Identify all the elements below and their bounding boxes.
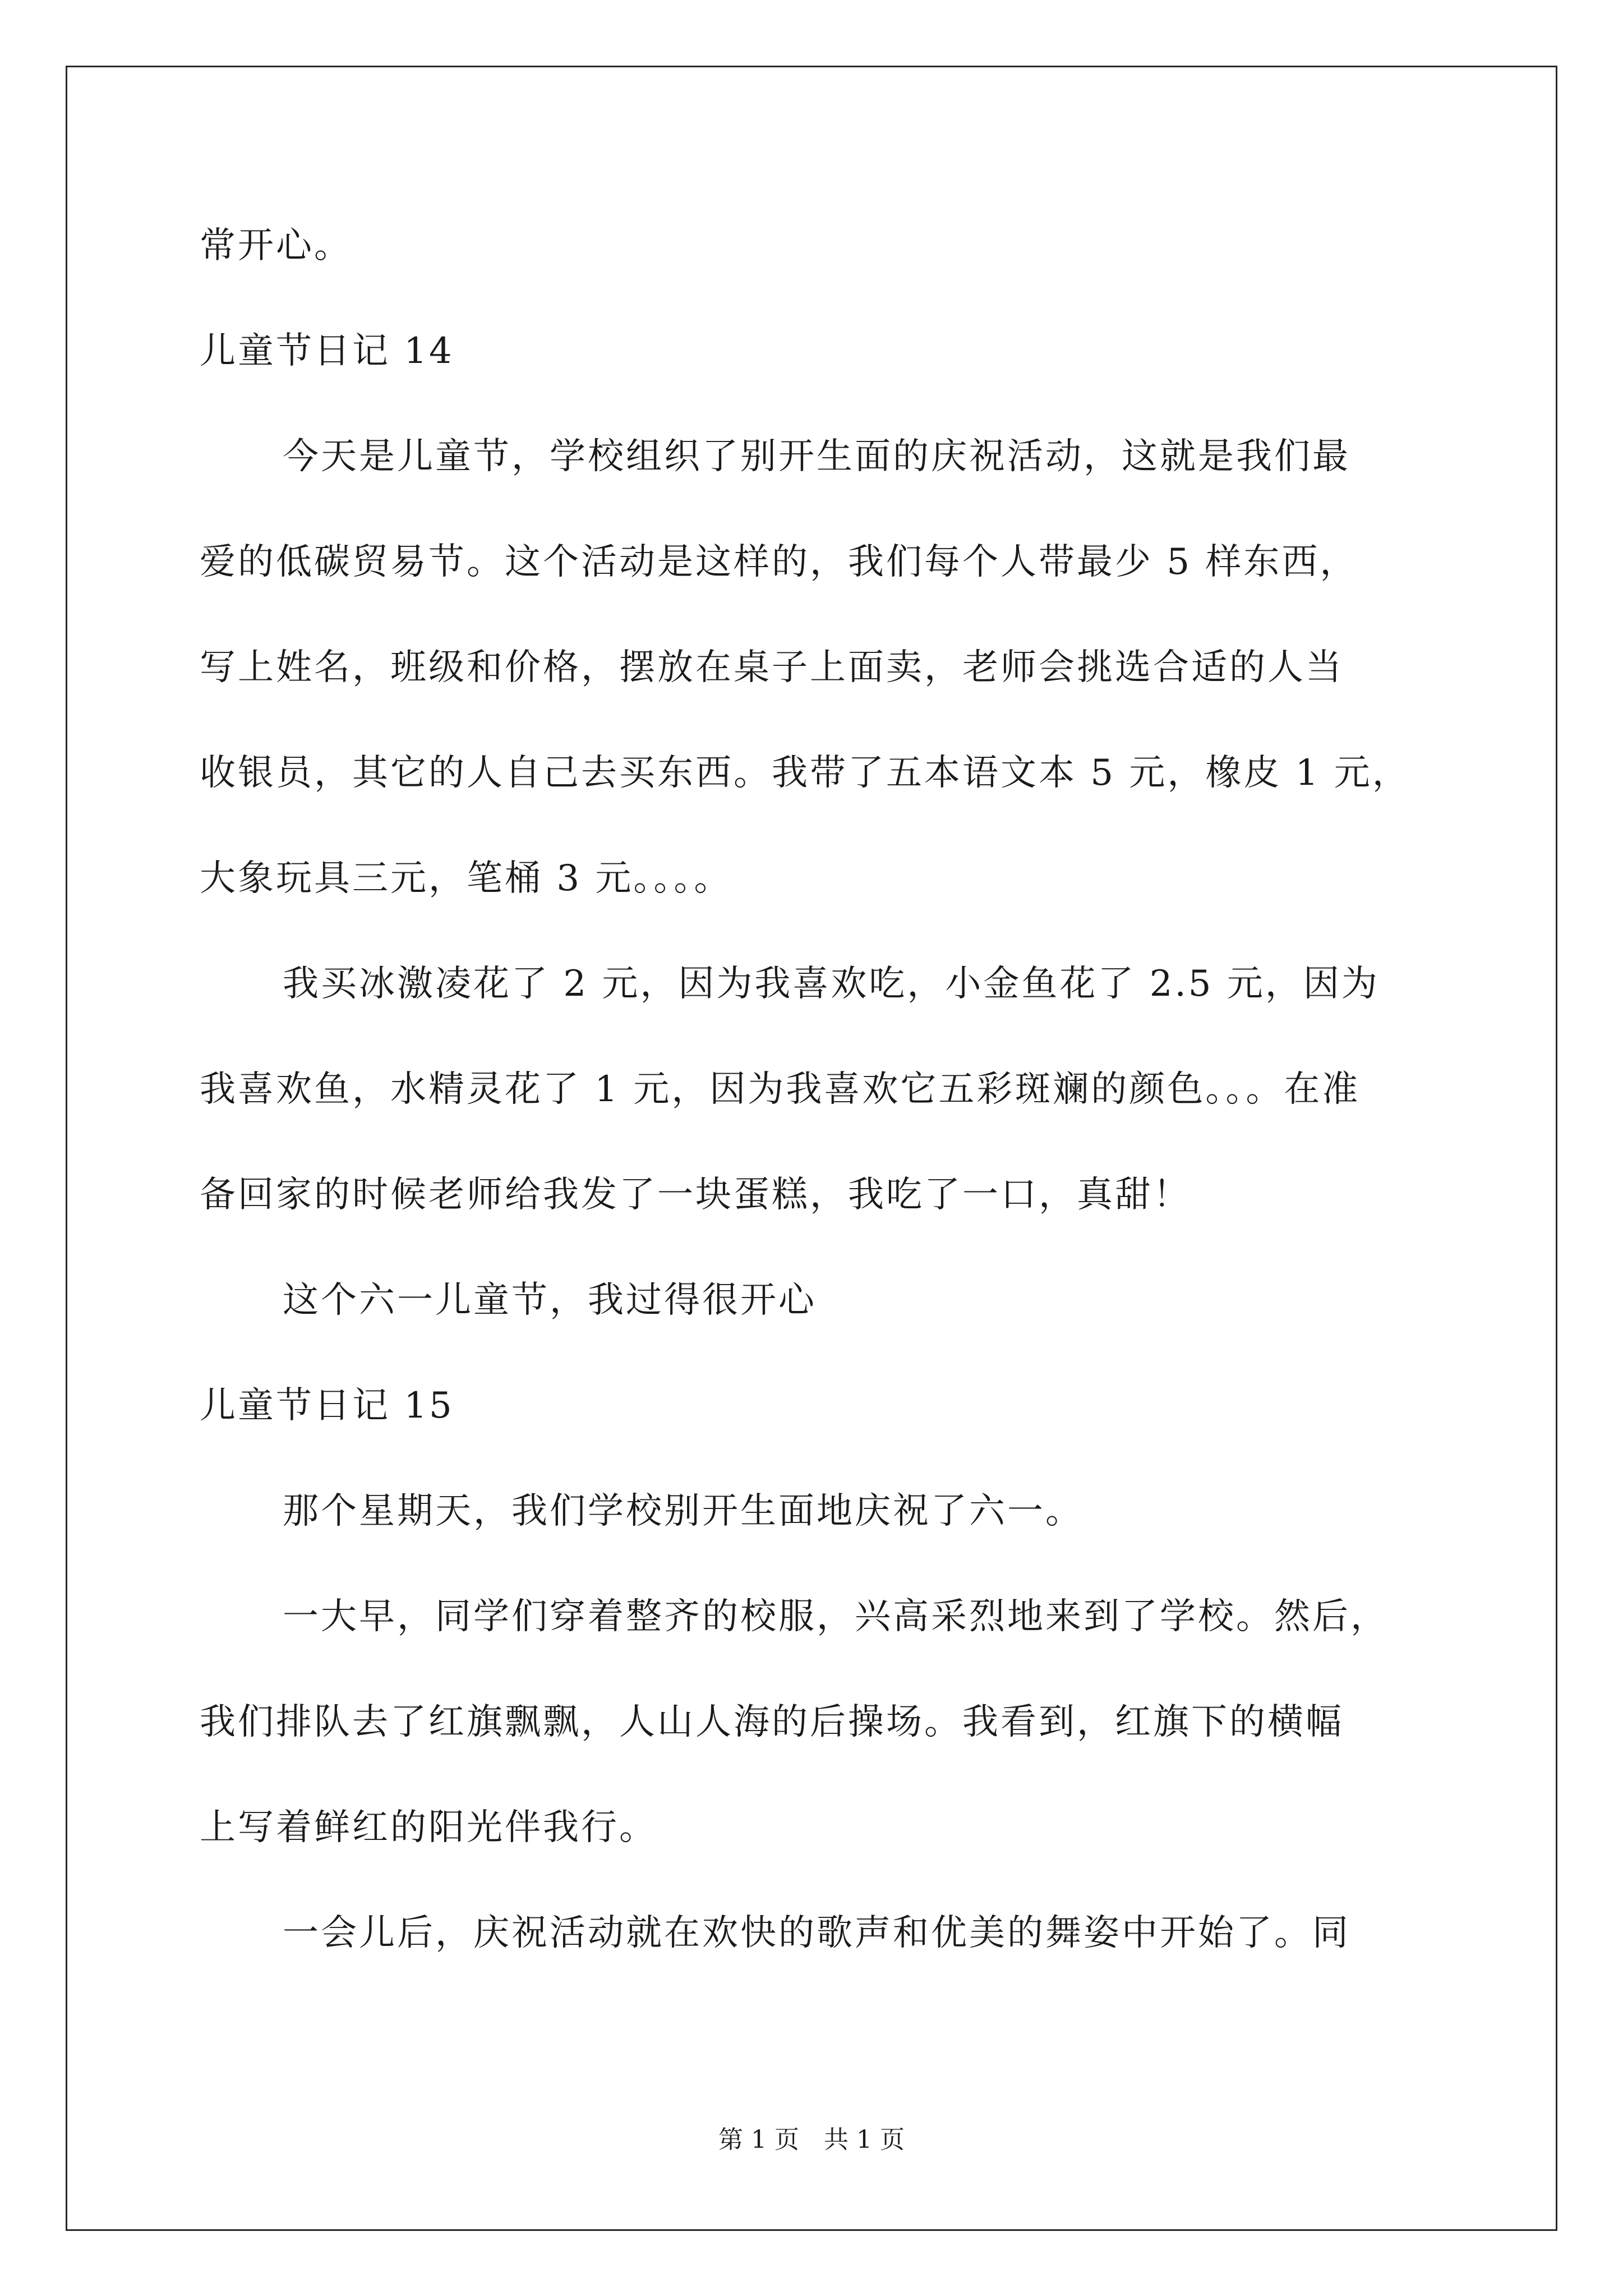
paragraph-line: 一大早，同学们穿着整齐的校服，兴高采烈地来到了学校。然后， xyxy=(283,1596,1389,1637)
paragraph-line: 大象玩具三元，笔桶 3 元。。。。 xyxy=(200,858,732,899)
paragraph-line: 一会儿后，庆祝活动就在欢快的歌声和优美的舞姿中开始了。同 xyxy=(283,1912,1350,1954)
page-total: 共 1 页 xyxy=(824,2125,905,2154)
section-heading-15: 儿童节日记 15 xyxy=(200,1385,454,1427)
body-text-line: 常开心。 xyxy=(200,225,352,266)
paragraph-line: 我买冰激凌花了 2 元，因为我喜欢吃，小金鱼花了 2.5 元，因为 xyxy=(283,963,1380,1005)
paragraph-line: 这个六一儿童节，我过得很开心 xyxy=(283,1280,817,1321)
paragraph-line: 备回家的时候老师给我发了一块蛋糕，我吃了一口，真甜！ xyxy=(200,1174,1191,1216)
paragraph-line: 上写着鲜红的阳光伴我行。 xyxy=(200,1807,657,1848)
paragraph-line: 收银员，其它的人自己去买东西。我带了五本语文本 5 元，橡皮 1 元， xyxy=(200,752,1410,794)
paragraph-line: 今天是儿童节，学校组织了别开生面的庆祝活动，这就是我们最 xyxy=(283,436,1350,477)
paragraph-line: 我们排队去了红旗飘飘，人山人海的后操场。我看到，红旗下的横幅 xyxy=(200,1701,1344,1743)
paragraph-line: 我喜欢鱼，水精灵花了 1 元，因为我喜欢它五彩斑斓的颜色。。。在准 xyxy=(200,1069,1361,1110)
paragraph-line: 写上姓名，班级和价格，摆放在桌子上面卖，老师会挑选合适的人当 xyxy=(200,647,1344,688)
paragraph-line: 爱的低碳贸易节。这个活动是这样的，我们每个人带最少 5 样东西， xyxy=(200,541,1358,583)
paragraph-line: 那个星期天，我们学校别开生面地庆祝了六一。 xyxy=(283,1490,1083,1532)
page-number: 第 1 页 xyxy=(718,2125,799,2154)
page-footer xyxy=(0,2123,1623,2157)
section-heading-14: 儿童节日记 14 xyxy=(200,330,454,372)
